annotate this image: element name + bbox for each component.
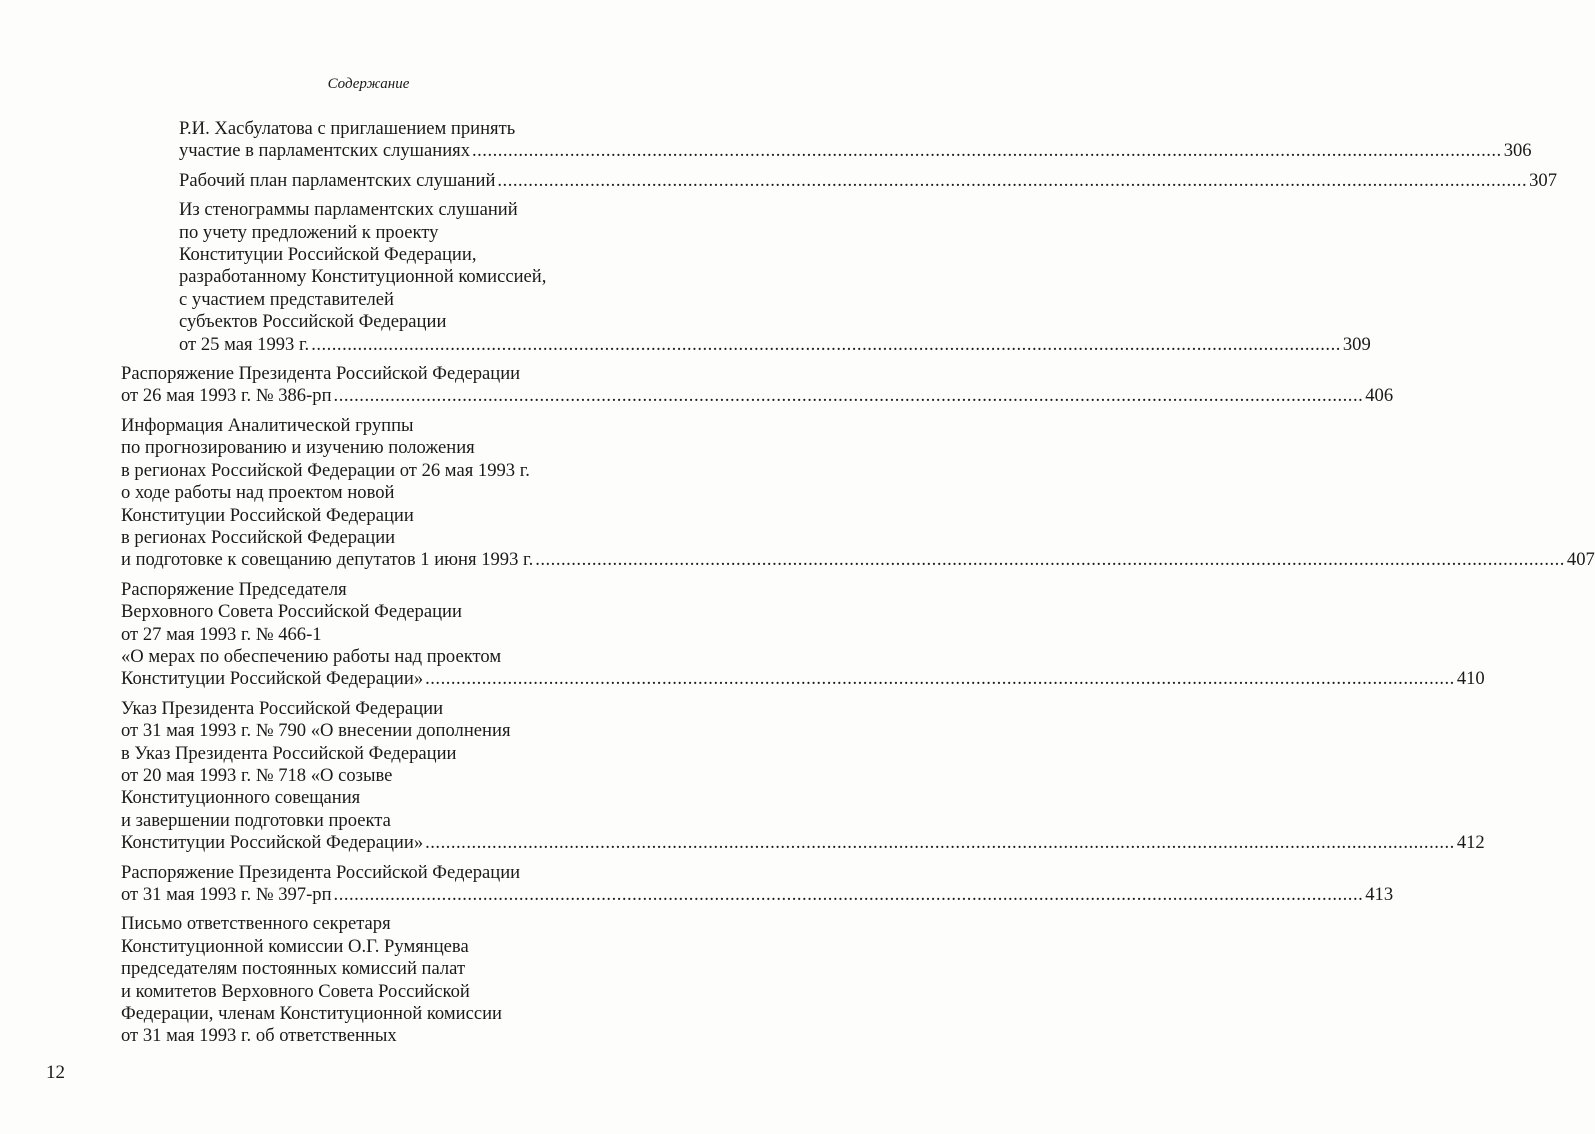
toc-entry-text: и завершении подготовки проекта <box>121 809 391 831</box>
toc-entry-text: с участием представителей <box>179 288 394 310</box>
toc-entry-text: Распоряжение Председателя <box>121 578 347 600</box>
running-header: Содержание <box>327 76 410 92</box>
toc-entry-text: Конституции Российской Федерации <box>121 504 414 526</box>
toc-entry <box>179 199 1371 356</box>
dot-leader: ........................................................................................................................................................................................................ <box>333 385 1364 407</box>
toc-page-number: 412 <box>1456 832 1485 854</box>
toc-entry-text: Конституционной комиссии О.Г. Румянцева <box>121 935 469 957</box>
toc-entry-text: разработанному Конституционной комиссией, <box>179 266 547 288</box>
toc-entry-text: Конституции Российской Федерации, <box>179 244 477 266</box>
toc-entry-text: от 27 мая 1993 г. № 466-1 <box>121 623 322 645</box>
toc-entry-text: о ходе работы над проектом новой <box>121 482 395 504</box>
toc-page-number: 413 <box>1365 884 1394 905</box>
toc-entry-text: субъектов Российской Федерации <box>179 311 447 333</box>
toc-entry-text: от 25 мая 1993 г. <box>179 333 310 355</box>
toc-entry-text: по прогнозированию и изучению положения <box>121 437 475 459</box>
dot-leader: ........................................................................................................................................................................................................ <box>472 140 1502 162</box>
toc-entry-text: председателям постоянных комиссий палат <box>121 958 466 980</box>
toc-entry-text: Из стенограммы парламентских слушаний <box>179 199 518 221</box>
toc-entry-text: Информация Аналитической группы <box>121 414 414 436</box>
toc-page-number: 306 <box>1503 140 1532 162</box>
toc-entry-last-line <box>121 549 1595 571</box>
toc-entry-text: в регионах Российской Федерации от 26 мая 1993 г. <box>121 459 530 481</box>
toc-entry-text: от 31 мая 1993 г. № 397-рп <box>121 884 332 905</box>
toc-entry-text: от 26 мая 1993 г. № 386-рп <box>121 385 332 407</box>
toc-entry-text: Федерации, членам Конституционной комиссии <box>121 1003 502 1025</box>
toc-entry-last-line <box>121 884 1394 906</box>
toc-entry <box>121 913 686 1047</box>
toc-entry-text: Конституции Российской Федерации» <box>121 832 424 854</box>
dot-leader: ........................................................................................................................................................................................................ <box>333 884 1364 905</box>
toc-entry <box>121 861 1394 907</box>
toc-entry-text: Письмо ответственного секретаря <box>121 913 391 935</box>
toc-page-number: 407 <box>1566 549 1595 571</box>
toc-entry <box>121 363 1394 408</box>
toc-entry-text: Распоряжение Президента Российской Федерации <box>121 363 521 385</box>
toc-entry-last-line <box>121 832 1485 854</box>
page-number: 12 <box>46 1062 65 1083</box>
toc-entry <box>121 697 1485 855</box>
dot-leader: ........................................................................................................................................................................................................ <box>497 169 1528 191</box>
toc-entry-last-line <box>179 169 1557 192</box>
dot-leader: ........................................................................................................................................................................................................ <box>311 333 1341 355</box>
toc-entry-text: в Указ Президента Российской Федерации <box>121 742 457 764</box>
toc-entry-text: участие в парламентских слушаниях <box>179 140 470 162</box>
toc-entry <box>121 414 1595 572</box>
toc-entry-text: от 31 мая 1993 г. № 790 «О внесении дополнения <box>121 720 511 742</box>
toc-entry-text: Конституционного совещания <box>121 787 361 809</box>
toc-entry-text: Указ Президента Российской Федерации <box>121 697 444 719</box>
toc-page-number: 406 <box>1365 385 1394 407</box>
toc-entry-text: «О мерах по обеспечению работы над проектом <box>121 645 502 667</box>
dot-leader: ........................................................................................................................................................................................................ <box>535 549 1565 571</box>
toc-entry-text: в регионах Российской Федерации <box>121 526 396 548</box>
toc-entry-last-line <box>121 385 1394 407</box>
dot-leader: ........................................................................................................................................................................................................ <box>425 668 1455 690</box>
toc-entry-last-line <box>179 333 1371 356</box>
toc-entry-text: и подготовке к совещанию депутатов 1 июня 1993 г. <box>121 549 534 571</box>
toc-entry-text: Распоряжение Президента Российской Федерации <box>121 861 521 883</box>
toc-entry <box>179 169 1557 192</box>
toc-page-number: 410 <box>1456 668 1485 690</box>
toc-page-number: 307 <box>1529 169 1557 191</box>
toc-entry-text: Конституции Российской Федерации» <box>121 668 424 690</box>
toc-entry <box>121 578 1485 691</box>
toc-entry-text: Верховного Совета Российской Федерации <box>121 601 462 623</box>
table-of-contents <box>0 118 1595 1055</box>
toc-entry-last-line <box>121 668 1485 690</box>
toc-entry-text: Р.И. Хасбулатова с приглашением принять <box>179 118 516 139</box>
toc-entry-text: от 20 мая 1993 г. № 718 «О созыве <box>121 764 393 786</box>
toc-entry-last-line <box>179 140 1532 162</box>
toc-entry-text: и комитетов Верховного Совета Российской <box>121 980 470 1002</box>
toc-entry-text: от 31 мая 1993 г. об ответственных <box>121 1025 397 1047</box>
toc-entry-text: по учету предложений к проекту <box>179 221 439 243</box>
dot-leader: ........................................................................................................................................................................................................ <box>425 832 1455 854</box>
toc-entry-text: Рабочий план парламентских слушаний <box>179 169 496 191</box>
toc-entry <box>179 118 1532 163</box>
toc-page-number: 309 <box>1342 333 1371 355</box>
